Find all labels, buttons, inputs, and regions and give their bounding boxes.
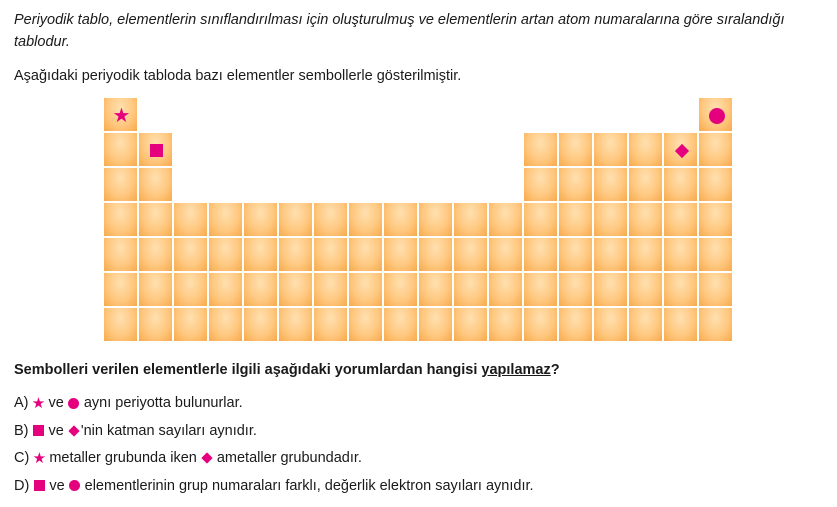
- table-cell: [523, 237, 558, 272]
- table-cell: [698, 272, 733, 307]
- diamond-icon: [200, 451, 214, 465]
- table-cell: [103, 167, 138, 202]
- periodic-table: [103, 97, 735, 343]
- diamond-icon: [67, 424, 81, 438]
- table-cell: [698, 97, 733, 132]
- question-text: Sembolleri verilen elementlerle ilgili aşağıdaki yorumlardan hangisi yapılamaz?: [14, 362, 560, 378]
- table-cell: [243, 307, 278, 342]
- table-cell: [208, 272, 243, 307]
- table-cell: [698, 237, 733, 272]
- table-cell: [488, 202, 523, 237]
- table-cell: [173, 202, 208, 237]
- table-cell: [313, 272, 348, 307]
- table-cell: [628, 167, 663, 202]
- table-cell: [418, 237, 453, 272]
- table-cell: [138, 202, 173, 237]
- table-cell: [103, 272, 138, 307]
- table-cell: [488, 237, 523, 272]
- table-cell: [103, 202, 138, 237]
- table-cell: [663, 167, 698, 202]
- star-icon: ★: [31, 394, 46, 412]
- table-cell: [488, 272, 523, 307]
- table-cell: [593, 307, 628, 342]
- table-cell: [558, 272, 593, 307]
- table-cell: [173, 237, 208, 272]
- table-cell: [698, 167, 733, 202]
- table-cell: [383, 202, 418, 237]
- table-cell: [208, 307, 243, 342]
- table-cell: [628, 237, 663, 272]
- table-cell: [138, 167, 173, 202]
- table-cell: [138, 237, 173, 272]
- table-cell: [243, 202, 278, 237]
- table-cell: [593, 167, 628, 202]
- table-cell: [348, 202, 383, 237]
- table-cell: [663, 237, 698, 272]
- square-icon: [139, 133, 174, 168]
- option-c[interactable]: C) ★ metaller grubunda iken ametaller grubundadır.: [14, 449, 362, 467]
- table-cell: [383, 237, 418, 272]
- table-cell: [208, 202, 243, 237]
- table-cell: [453, 272, 488, 307]
- intro-paragraph: Periyodik tablo, elementlerin sınıflandırılması için oluşturulmuş ve elementlerin artan atom numaralarına göre sıralandığı tablodur.: [14, 12, 785, 50]
- table-cell: [348, 237, 383, 272]
- table-cell: [243, 272, 278, 307]
- table-cell: [558, 237, 593, 272]
- table-cell: [278, 272, 313, 307]
- table-cell: [663, 202, 698, 237]
- table-cell: [383, 272, 418, 307]
- table-cell: [523, 307, 558, 342]
- table-cell: [663, 132, 698, 167]
- table-cell: [558, 132, 593, 167]
- table-cell: [278, 307, 313, 342]
- table-cell: [103, 307, 138, 342]
- lead-sentence: Aşağıdaki periyodik tabloda bazı elementler sembollerle gösterilmiştir.: [14, 68, 462, 84]
- question-underlined-word: yapılamaz: [481, 362, 551, 378]
- table-cell: [313, 237, 348, 272]
- table-cell: [558, 167, 593, 202]
- table-cell: [628, 132, 663, 167]
- table-cell: [348, 307, 383, 342]
- table-cell: [628, 272, 663, 307]
- table-cell: [593, 272, 628, 307]
- table-cell: [208, 237, 243, 272]
- table-cell: [313, 202, 348, 237]
- table-cell: [138, 132, 173, 167]
- table-cell: [278, 202, 313, 237]
- table-cell: [523, 272, 558, 307]
- table-cell: [138, 272, 173, 307]
- table-cell: [698, 307, 733, 342]
- table-cell: [103, 237, 138, 272]
- table-cell: [243, 237, 278, 272]
- circle-icon: [68, 479, 82, 493]
- table-cell: [558, 202, 593, 237]
- table-cell: [453, 237, 488, 272]
- table-cell: [628, 202, 663, 237]
- table-cell: [593, 202, 628, 237]
- table-cell: [278, 237, 313, 272]
- table-cell: [488, 307, 523, 342]
- square-icon: [32, 424, 46, 438]
- table-cell: [453, 202, 488, 237]
- table-cell: [173, 307, 208, 342]
- table-cell: [698, 202, 733, 237]
- star-icon: ★: [112, 104, 131, 127]
- table-cell: [453, 307, 488, 342]
- table-cell: [418, 307, 453, 342]
- table-cell: [313, 307, 348, 342]
- table-cell: [418, 202, 453, 237]
- table-cell: [103, 97, 138, 132]
- table-cell: [173, 272, 208, 307]
- option-b[interactable]: B) ve 'nin katman sayıları aynıdır.: [14, 422, 257, 439]
- table-cell: [593, 132, 628, 167]
- circle-icon: [699, 98, 734, 133]
- table-cell: [558, 307, 593, 342]
- table-cell: [523, 167, 558, 202]
- table-cell: [663, 272, 698, 307]
- table-cell: [383, 307, 418, 342]
- table-cell: [523, 202, 558, 237]
- table-cell: [138, 307, 173, 342]
- table-cell: [418, 272, 453, 307]
- table-cell: [523, 132, 558, 167]
- option-d[interactable]: D) ve elementlerinin grup numaraları farklı, değerlik elektron sayıları aynıdır.: [14, 477, 534, 494]
- star-icon: ★: [32, 449, 47, 467]
- diamond-icon: [664, 133, 699, 168]
- table-cell: [698, 132, 733, 167]
- table-cell: [663, 307, 698, 342]
- answer-options: [14, 393, 534, 503]
- square-icon: [32, 479, 46, 493]
- circle-icon: [67, 396, 81, 410]
- option-a[interactable]: A) ★ ve aynı periyotta bulunurlar.: [14, 394, 243, 412]
- table-cell: [628, 307, 663, 342]
- table-cell: [103, 132, 138, 167]
- table-cell: [593, 237, 628, 272]
- table-cell: [348, 272, 383, 307]
